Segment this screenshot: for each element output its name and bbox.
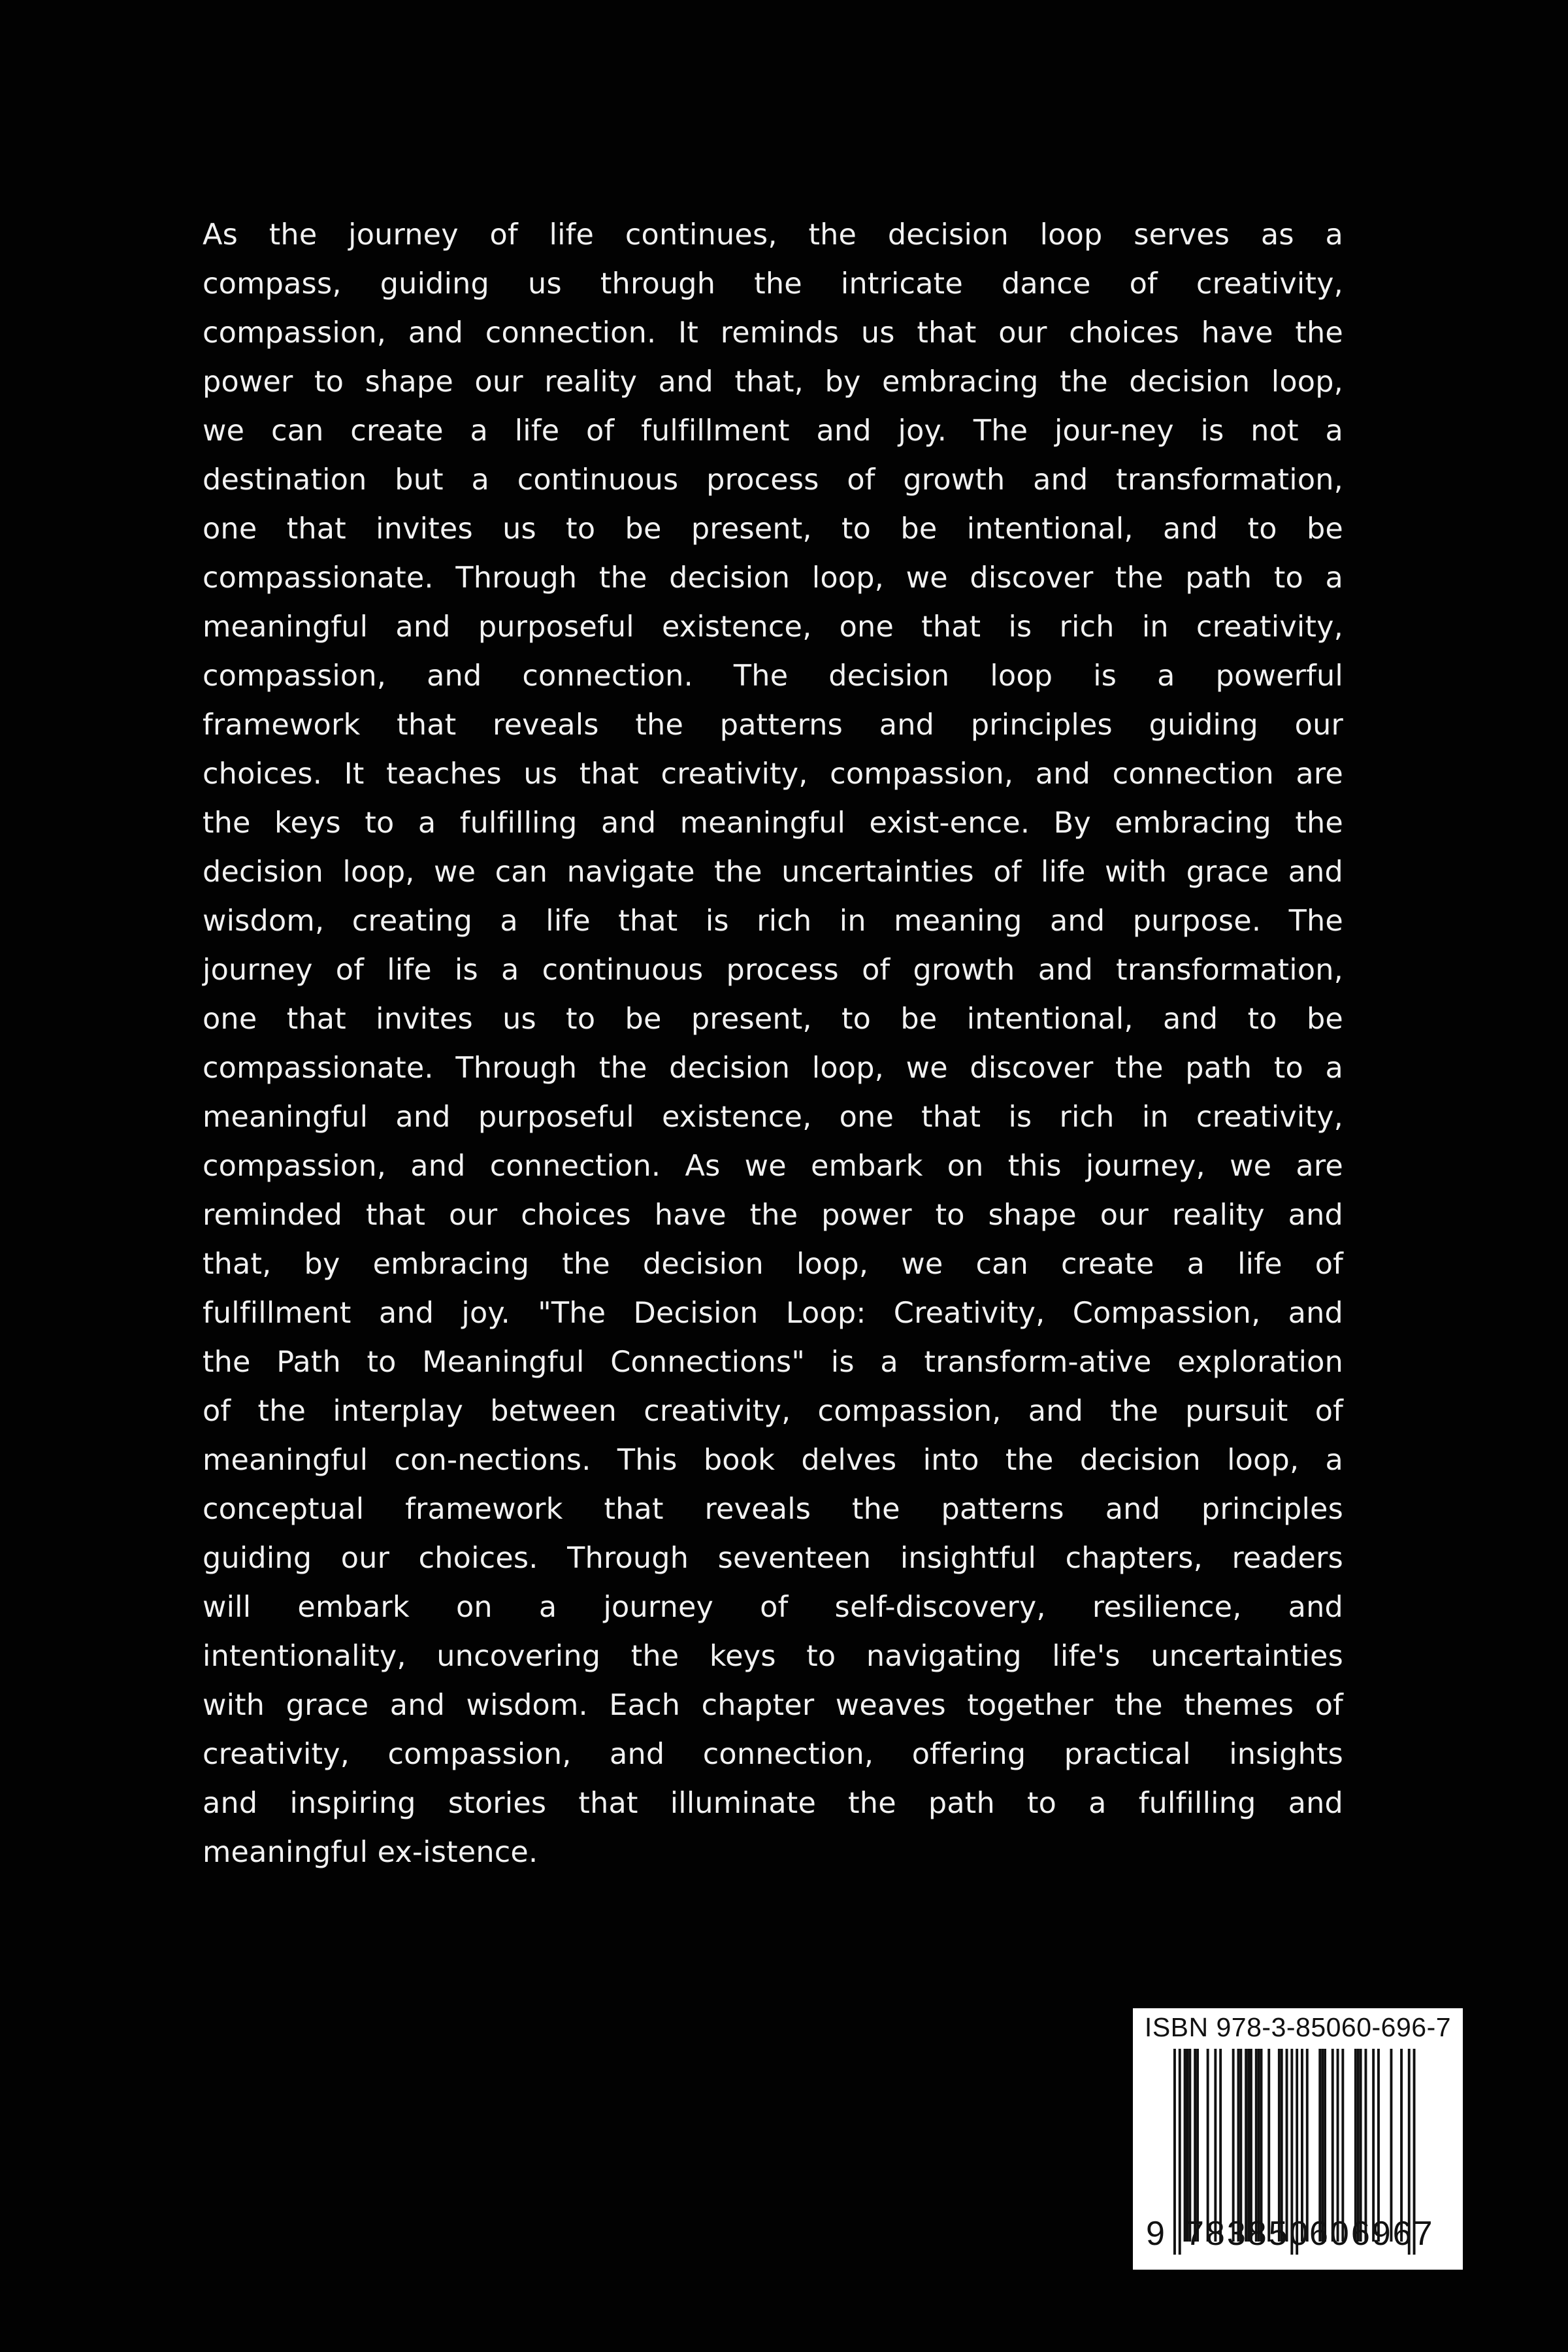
blurb-line: the keys to a fulfilling and meaningful exist-ence. By embracing the	[203, 806, 1343, 840]
barcode-bar	[1372, 2049, 1375, 2242]
barcode-bar	[1354, 2049, 1357, 2242]
blurb-line: intentionality, uncovering the keys to navigating life's uncertainties	[203, 1640, 1343, 1673]
blurb-line: will embark on a journey of self-discovery, resilience, and	[203, 1591, 1343, 1624]
barcode-bar	[1301, 2049, 1303, 2242]
blurb-line: choices. It teaches us that creativity, compassion, and connection are	[203, 757, 1343, 791]
blurb-line: reminded that our choices have the power to shape our reality and	[203, 1199, 1343, 1232]
barcode-bar	[1324, 2049, 1326, 2242]
barcode-bar	[1286, 2049, 1288, 2242]
barcode-bar	[1337, 2049, 1339, 2242]
blurb-text	[203, 210, 1343, 1877]
barcode-bar	[1219, 2049, 1222, 2242]
blurb-line: we can create a life of fulfillment and joy. The jour-ney is not a	[203, 414, 1343, 448]
barcode-guard-bar	[1179, 2049, 1181, 2255]
barcode-bar	[1281, 2049, 1283, 2242]
barcode-guard-bar	[1173, 2049, 1176, 2255]
barcode-bar	[1237, 2049, 1240, 2242]
blurb-line: the Path to Meaningful Connections" is a transform-ative exploration	[203, 1346, 1343, 1379]
isbn-barcode	[1133, 2008, 1463, 2270]
blurb-line: one that invites us to be present, to be intentional, and to be	[203, 1002, 1343, 1036]
blurb-line: compassionate. Through the decision loop, we discover the path to a	[203, 561, 1343, 595]
barcode-bar	[1258, 2049, 1260, 2242]
barcode-bar	[1390, 2049, 1393, 2242]
blurb-line: that, by embracing the decision loop, we can create a life of	[203, 1248, 1343, 1281]
blurb-line: decision loop, we can navigate the uncertainties of life with grace and	[203, 855, 1343, 889]
barcode-bar	[1306, 2049, 1309, 2242]
barcode-bar	[1331, 2049, 1334, 2242]
barcode-bar	[1232, 2049, 1235, 2242]
blurb-line: meaningful con-nections. This book delves into the decision loop, a	[203, 1444, 1343, 1477]
barcode-bar	[1318, 2049, 1321, 2242]
ean-right-group: 606967	[1309, 2215, 1435, 2253]
blurb-line: framework that reveals the patterns and principles guiding our	[203, 708, 1343, 742]
ean-first-digit: 9	[1146, 2215, 1165, 2253]
barcode-bar	[1247, 2049, 1250, 2242]
barcode-bar	[1365, 2049, 1367, 2242]
barcode-bar	[1188, 2049, 1191, 2242]
blurb-line: compassion, and connection. As we embark on this journey, we are	[203, 1150, 1343, 1183]
blurb-line: compassion, and connection. The decision loop is a powerful	[203, 659, 1343, 693]
blurb-line: meaningful and purposeful existence, one that is rich in creativity,	[203, 610, 1343, 644]
barcode-bar	[1360, 2049, 1362, 2242]
barcode-bar	[1377, 2049, 1380, 2242]
blurb-line: creativity, compassion, and connection, offering practical insights	[203, 1738, 1343, 1771]
blurb-line: one that invites us to be present, to be intentional, and to be	[203, 512, 1343, 546]
blurb-line: with grace and wisdom. Each chapter weaves together the themes of	[203, 1689, 1343, 1722]
blurb-line: As the journey of life continues, the decision loop serves as a	[203, 218, 1343, 252]
blurb-line: of the interplay between creativity, compassion, and the pursuit of	[203, 1395, 1343, 1428]
blurb-line: guiding our choices. Through seventeen insightful chapters, readers	[203, 1542, 1343, 1575]
blurb-line: and inspiring stories that illuminate the path to a fulfilling and	[203, 1787, 1343, 1820]
ean-left-group: 783850	[1185, 2215, 1311, 2253]
blurb-line: compass, guiding us through the intricate dance of creativity,	[203, 267, 1343, 301]
barcode-bar	[1239, 2049, 1242, 2242]
barcode-bar	[1255, 2049, 1258, 2242]
barcode-bar	[1184, 2049, 1186, 2242]
barcode-bar	[1250, 2049, 1252, 2242]
barcode-bar	[1357, 2049, 1360, 2242]
blurb-line: destination but a continuous process of growth and transformation,	[203, 463, 1343, 497]
blurb-line: wisdom, creating a life that is rich in meaning and purpose. The	[203, 904, 1343, 938]
barcode-bar	[1186, 2049, 1189, 2242]
barcode-bar	[1400, 2049, 1403, 2242]
blurb-line: journey of life is a continuous process of growth and transformation,	[203, 953, 1343, 987]
barcode-bar	[1260, 2049, 1263, 2242]
barcode-bar	[1321, 2049, 1324, 2242]
isbn-label: ISBN 978-3-85060-696-7	[1144, 2012, 1452, 2042]
barcode-bar	[1194, 2049, 1196, 2242]
blurb-line: compassion, and connection. It reminds us that our choices have the	[203, 316, 1343, 350]
barcode-bar	[1245, 2049, 1247, 2242]
barcode-bar	[1207, 2049, 1209, 2242]
barcode-bar	[1267, 2049, 1270, 2242]
barcode-bar	[1196, 2049, 1199, 2242]
blurb-line: conceptual framework that reveals the patterns and principles	[203, 1493, 1343, 1526]
barcode-bar	[1341, 2049, 1344, 2242]
blurb-line: fulfillment and joy. "The Decision Loop: Creativity, Compassion, and	[203, 1297, 1343, 1330]
barcode-bar	[1214, 2049, 1217, 2242]
blurb-line: meaningful ex-istence.	[203, 1836, 538, 1869]
blurb-line: power to shape our reality and that, by embracing the decision loop,	[203, 365, 1343, 399]
blurb-line: compassionate. Through the decision loop, we discover the path to a	[203, 1052, 1343, 1085]
barcode-bar	[1278, 2049, 1281, 2242]
blurb-line: meaningful and purposeful existence, one that is rich in creativity,	[203, 1101, 1343, 1134]
